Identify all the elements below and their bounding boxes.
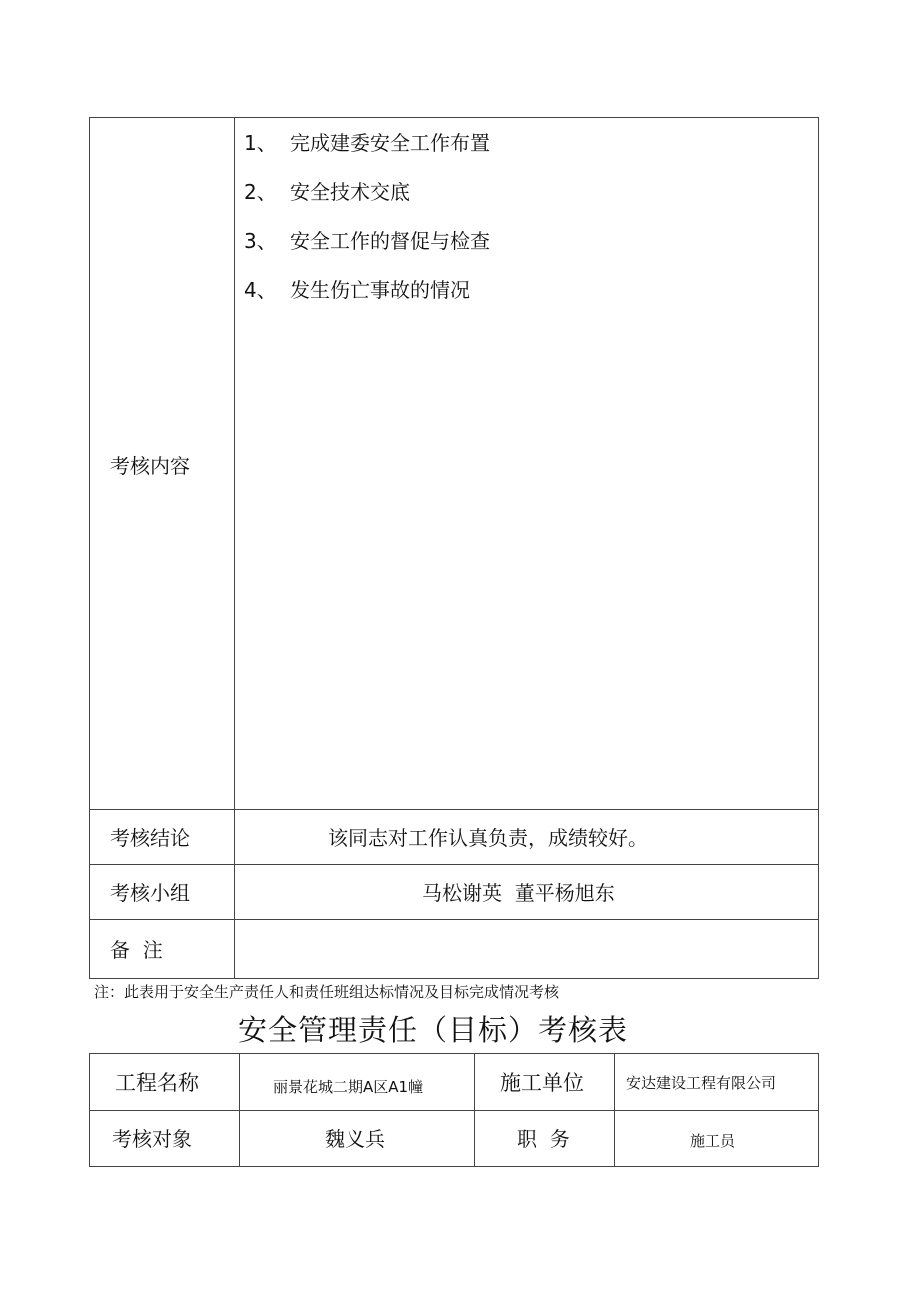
content-item xyxy=(244,278,470,302)
position-value: 施工员 xyxy=(690,1132,736,1150)
content-item xyxy=(244,180,410,204)
content-item-number: 4、 xyxy=(244,278,277,302)
row-divider-conclusion xyxy=(89,809,819,810)
content-item-number: 3、 xyxy=(244,229,277,253)
content-item-text: 安全技术交底 xyxy=(290,180,410,204)
table-border-bottom xyxy=(89,978,819,979)
content-item-text: 完成建委安全工作布置 xyxy=(290,131,490,155)
assessment-target-label: 考核对象 xyxy=(112,1127,192,1151)
info-table-border-right xyxy=(818,1053,819,1167)
table-border-top xyxy=(89,117,819,118)
table-column-divider xyxy=(234,117,235,979)
info-table-col-divider-1 xyxy=(239,1053,240,1167)
row-divider-group xyxy=(89,864,819,865)
position-label: 职 务 xyxy=(517,1127,570,1151)
content-item-number: 2、 xyxy=(244,180,277,204)
table-border-right xyxy=(818,117,819,979)
project-name-label: 工程名称 xyxy=(115,1071,199,1095)
info-table-border-top xyxy=(89,1053,819,1054)
row-divider-remark xyxy=(89,919,819,920)
content-item xyxy=(244,131,490,155)
content-item-number: 1、 xyxy=(244,131,277,155)
content-item-text: 安全工作的督促与检查 xyxy=(290,229,490,253)
info-table-col-divider-3 xyxy=(614,1053,615,1167)
info-table-col-divider-2 xyxy=(474,1053,475,1167)
table-border-left xyxy=(89,117,90,979)
assessment-target-value: 魏义兵 xyxy=(325,1127,385,1151)
page-title: 安全管理责任（目标）考核表 xyxy=(238,1013,629,1047)
conclusion-value: 该同志对工作认真负责，成绩较好。 xyxy=(328,826,648,850)
content-item-text: 发生伤亡事故的情况 xyxy=(290,278,470,302)
info-table-border-left xyxy=(89,1053,90,1167)
construction-unit-label: 施工单位 xyxy=(500,1071,584,1095)
content-item xyxy=(244,229,490,253)
remark-label: 备 注 xyxy=(110,938,163,962)
info-table-border-bottom xyxy=(89,1166,819,1167)
info-table-row-divider xyxy=(89,1110,819,1111)
table-footnote: 注：此表用于安全生产责任人和责任班组达标情况及目标完成情况考核 xyxy=(94,983,560,1001)
content-label: 考核内容 xyxy=(110,454,190,478)
conclusion-label: 考核结论 xyxy=(110,826,190,850)
group-label: 考核小组 xyxy=(110,881,190,905)
project-name-value: 丽景花城二期A区A1幢 xyxy=(273,1078,424,1096)
construction-unit-value: 安达建设工程有限公司 xyxy=(626,1074,777,1092)
group-value: 马松谢英 董平杨旭东 xyxy=(422,881,615,905)
